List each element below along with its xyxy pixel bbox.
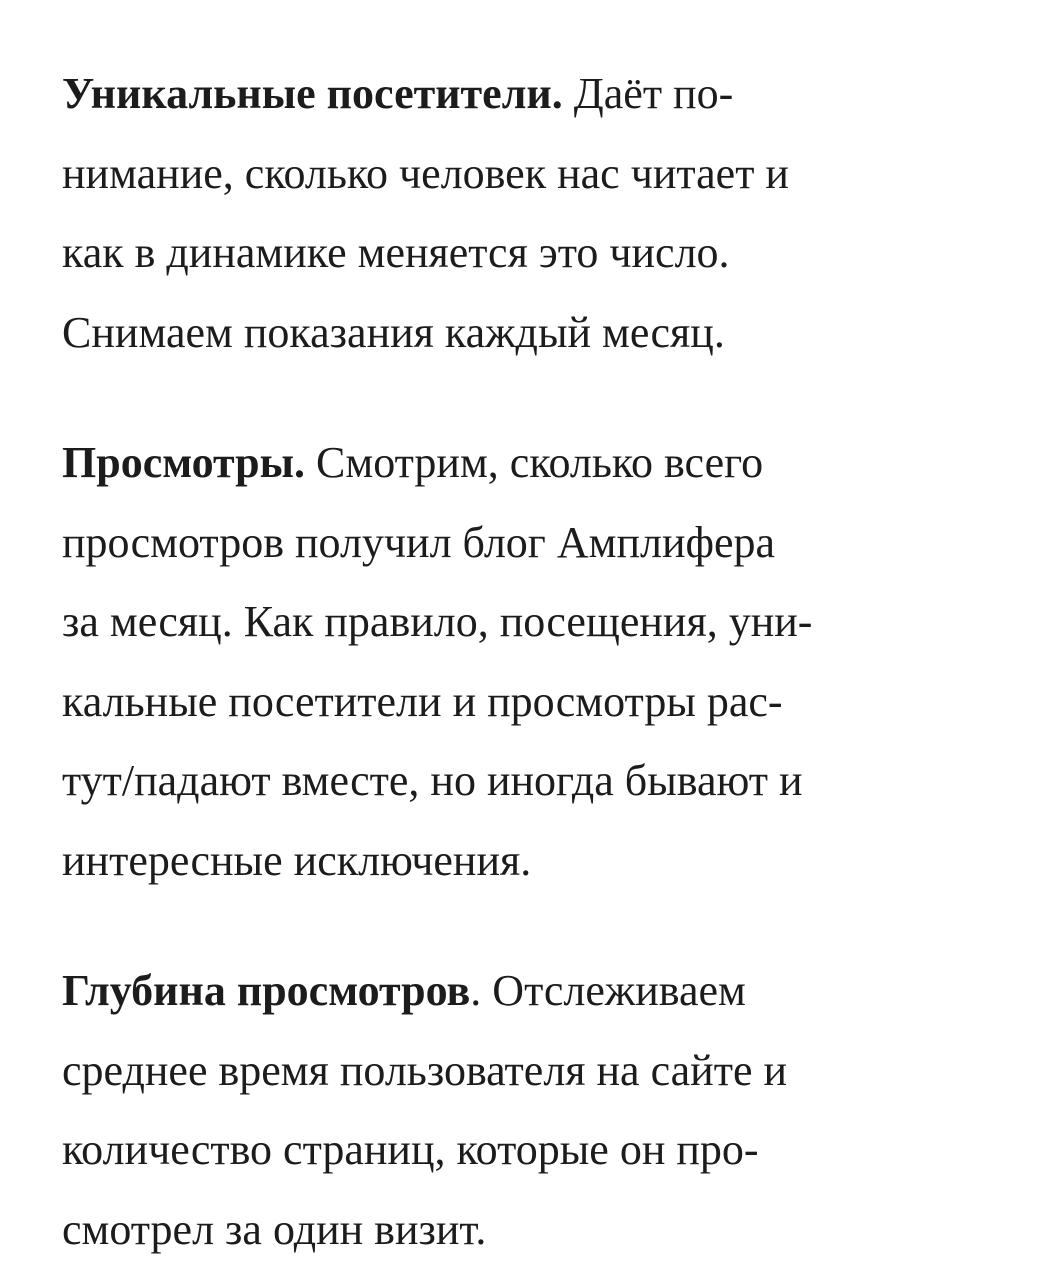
text-line — [62, 951, 1022, 1031]
text-line: нимание, сколько человек нас читает и — [62, 148, 789, 198]
text-line — [62, 423, 1022, 503]
term-period: . — [470, 966, 482, 1015]
text-line: среднее время пользователя на сайте и — [62, 1045, 788, 1095]
paragraph-pageviews — [62, 423, 1022, 900]
text-line: как в динамике меняется это число. — [62, 228, 730, 277]
text-line: за месяц. Как правило, посещения, уни- — [62, 597, 813, 646]
text-line: количество страниц, которые он про- — [62, 1125, 759, 1174]
text-line: просмотров получил блог Амплифера — [62, 517, 776, 567]
text-line — [62, 54, 1022, 134]
text-line: интересные исключения. — [62, 835, 532, 885]
paragraph-view-depth — [62, 951, 1022, 1269]
text-line: смотрел за один визит. — [62, 1204, 487, 1254]
term-period: . — [294, 438, 306, 487]
text-line: Снимаем показания каждый месяц. — [62, 307, 725, 357]
term-period: . — [551, 69, 563, 118]
text-fragment: Даёт по- — [562, 69, 734, 118]
text-line: кальные посетители и просмотры рас- — [62, 676, 783, 726]
text-fragment: Смотрим, сколько всего — [305, 438, 764, 487]
term-heading: Уникальные посетители — [62, 69, 552, 118]
text-line: тут/падают вместе, но иногда бывают и — [62, 756, 803, 805]
paragraph-unique-visitors — [62, 54, 1022, 372]
text-fragment: Отслеживаем — [481, 966, 746, 1015]
article-text — [62, 54, 1022, 1269]
term-heading: Глубина просмотров — [62, 966, 471, 1015]
term-heading: Просмотры — [62, 438, 295, 487]
